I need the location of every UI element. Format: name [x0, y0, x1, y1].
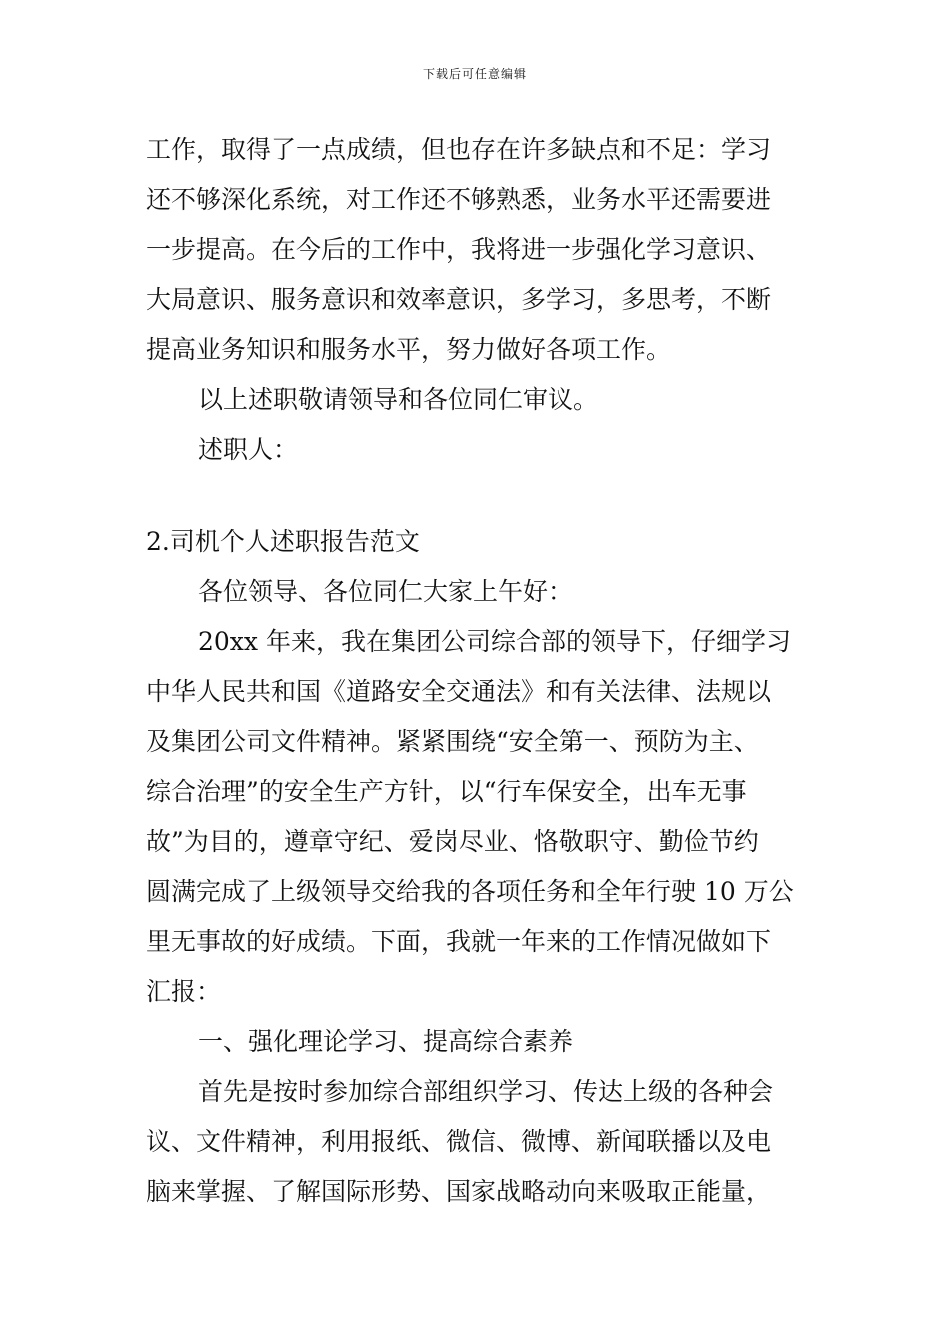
text-line: 工作，取得了一点成绩，但也存在许多缺点和不足：学习: [146, 135, 772, 164]
text-line: 故”为目的，遵章守纪、爱岗尽业、恪敬职守、勤俭节约: [146, 827, 759, 856]
text-line: 圆满完成了上级领导交给我的各项任务和全年行驶 10 万公: [146, 877, 794, 906]
signature-label: 述职人：: [198, 435, 299, 464]
closing-line: 以上述职敬请领导和各位同仁审议。: [198, 385, 599, 414]
text-line: 汇报：: [146, 977, 222, 1006]
greeting-line: 各位领导、各位同仁大家上午好：: [198, 577, 574, 606]
text-line: 提高业务知识和服务水平，努力做好各项工作。: [146, 335, 672, 364]
text-line: 综合治理”的安全生产方针，以“行车保安全，出车无事: [146, 777, 747, 806]
text-line: 首先是按时参加综合部组织学习、传达上级的各种会: [198, 1077, 774, 1106]
text-line: 中华人民共和国《道路安全交通法》和有关法律、法规以: [146, 677, 772, 706]
document-body: [146, 125, 806, 1217]
text-line: 还不够深化系统，对工作还不够熟悉，业务水平还需要进: [146, 185, 772, 214]
subsection-heading: 一、强化理论学习、提高综合素养: [198, 1027, 574, 1056]
text-line: 脑来掌握、了解国际形势、国家战略动向来吸取正能量，: [146, 1177, 772, 1206]
section-gap: [146, 475, 806, 517]
text-line: 里无事故的好成绩。下面，我就一年来的工作情况做如下: [146, 927, 772, 956]
text-line: 一步提高。在今后的工作中，我将进一步强化学习意识、: [146, 235, 772, 264]
text-line: 大局意识、服务意识和效率意识，多学习，多思考，不断: [146, 285, 772, 314]
text-line: 20xx 年来，我在集团公司综合部的领导下，仔细学习: [198, 627, 791, 656]
text-line: 议、文件精神，利用报纸、微信、微博、新闻联播以及电: [146, 1127, 772, 1156]
text-line: 及集团公司文件精神。紧紧围绕“安全第一、预防为主、: [146, 727, 759, 756]
section-title: 2.司机个人述职报告范文: [146, 527, 420, 556]
page-header: 下载后可任意编辑: [422, 67, 527, 81]
